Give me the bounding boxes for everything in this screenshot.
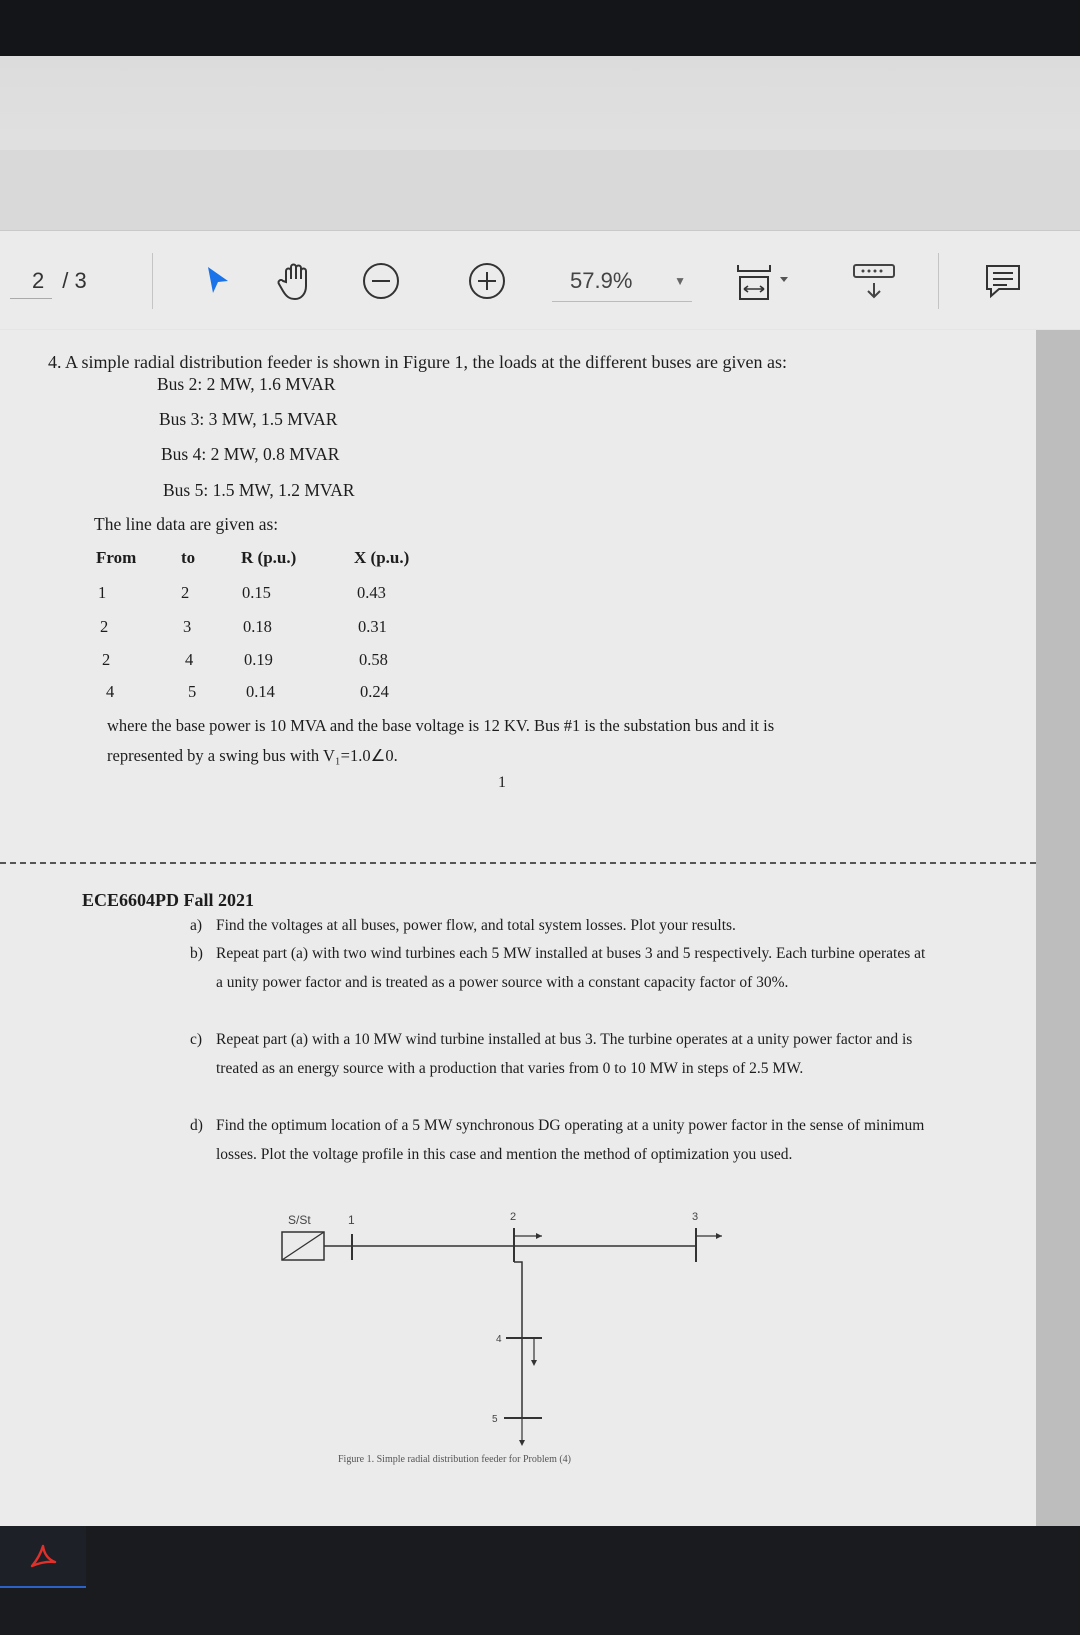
substation-diagonal — [282, 1232, 324, 1260]
monitor-bezel-top — [0, 0, 1080, 56]
bus-3-label: 3 — [692, 1211, 699, 1223]
feeder-diagram — [260, 1200, 780, 1468]
lateral-line — [514, 1262, 522, 1320]
table-cell: 2 — [102, 650, 111, 669]
part-text: Repeat part (a) with two wind turbines each 5 MW installed at buses 3 and 5 respectively. Each turbine operates at a unity power factor and is treated as a power source with a constant capacity factor of 30%. — [216, 945, 926, 991]
acrobat-icon — [28, 1541, 58, 1571]
figure-caption: Figure 1. Simple radial distribution feeder for Problem (4) — [338, 1454, 572, 1465]
base-values-line-1: where the base power is 10 MVA and the base voltage is 12 KV. Bus #1 is the substation bus and it is — [107, 716, 775, 735]
table-header-from: From — [96, 548, 137, 567]
arrow-right-icon — [716, 1233, 722, 1239]
zoom-out-button[interactable] — [356, 253, 406, 309]
fit-page-button[interactable] — [730, 253, 800, 309]
page-break-divider — [0, 862, 1036, 864]
taskbar — [0, 1526, 1080, 1635]
line-data-intro: The line data are given as: — [94, 514, 279, 534]
scroll-mode-icon — [851, 261, 897, 301]
table-cell: 2 — [100, 617, 109, 636]
table-cell: 0.24 — [360, 682, 389, 701]
load-bus-4: Bus 4: 2 MW, 0.8 MVAR — [161, 444, 340, 464]
table-cell: 5 — [188, 682, 197, 701]
bus-5-label: 5 — [492, 1414, 498, 1425]
table-cell: 0.58 — [359, 650, 388, 669]
table-header-r: R (p.u.) — [241, 548, 297, 567]
load-bus-5: Bus 5: 1.5 MW, 1.2 MVAR — [163, 480, 355, 500]
comment-button[interactable] — [978, 253, 1028, 309]
part-a — [190, 912, 930, 941]
pointer-icon — [202, 264, 232, 298]
toolbar-divider — [152, 253, 153, 309]
part-c — [190, 1026, 930, 1083]
load-bus-2: Bus 2: 2 MW, 1.6 MVAR — [157, 374, 336, 394]
part-label: a) — [190, 917, 203, 934]
scroll-mode-button[interactable] — [846, 253, 902, 309]
viewer-header-strip — [0, 150, 1080, 230]
zoom-in-button[interactable] — [462, 253, 512, 309]
part-label: d) — [190, 1117, 203, 1134]
arrow-down-icon — [531, 1360, 537, 1366]
hand-tool-button[interactable] — [268, 253, 324, 309]
table-cell: 4 — [185, 650, 194, 669]
base-values-line-2: represented by a swing bus with V₁=1.0∠0. — [107, 746, 398, 765]
part-text: Find the optimum location of a 5 MW synchronous DG operating at a unity power factor in the sense of minimum losses. Plot the voltage profile in this case and mention the method of optimization you used. — [216, 1117, 925, 1163]
zoom-level-value: 57.9% — [570, 268, 633, 293]
bus-2-label: 2 — [510, 1211, 517, 1223]
table-cell: 3 — [183, 617, 192, 636]
arrow-right-icon — [536, 1233, 542, 1239]
acrobat-taskbar-button[interactable] — [0, 1526, 86, 1588]
table-cell: 0.14 — [246, 682, 275, 701]
table-cell: 4 — [106, 682, 115, 701]
part-label: b) — [190, 945, 203, 962]
fit-page-icon — [734, 259, 796, 303]
table-header-x: X (p.u.) — [354, 548, 410, 567]
hand-icon — [276, 260, 316, 302]
table-cell: 0.19 — [244, 650, 273, 669]
page-total: / 3 — [62, 268, 87, 293]
substation-label: S/St — [288, 1213, 311, 1227]
table-cell: 0.31 — [358, 617, 387, 636]
bus-4-label: 4 — [496, 1334, 502, 1345]
chevron-down-icon: ▼ — [674, 274, 686, 288]
zoom-level-select[interactable] — [552, 261, 692, 302]
part-b — [190, 940, 930, 997]
bus-1-label: 1 — [348, 1213, 355, 1227]
part-d — [190, 1112, 930, 1169]
course-header: ECE6604PD Fall 2021 — [82, 890, 255, 910]
page-number-input[interactable]: 2 — [10, 268, 52, 299]
table-cell: 0.43 — [357, 583, 386, 602]
table-cell: 0.18 — [243, 617, 272, 636]
select-tool-button[interactable] — [192, 253, 242, 309]
part-label: c) — [190, 1031, 203, 1048]
zoom-out-icon — [361, 261, 401, 301]
table-cell: 0.15 — [242, 583, 271, 602]
load-bus-3: Bus 3: 3 MW, 1.5 MVAR — [159, 409, 338, 429]
comment-icon — [983, 261, 1023, 301]
toolbar-divider — [938, 253, 939, 309]
table-cell: 1 — [98, 583, 107, 602]
zoom-in-icon — [467, 261, 507, 301]
part-text: Find the voltages at all buses, power flow, and total system losses. Plot your results. — [216, 917, 736, 934]
table-cell: 2 — [181, 583, 190, 602]
page-footer-number: 1 — [498, 774, 506, 791]
question-4-text: 4. A simple radial distribution feeder is shown in Figure 1, the loads at the different buses are given as: — [48, 352, 788, 372]
part-text: Repeat part (a) with a 10 MW wind turbine installed at bus 3. The turbine operates at a unity power factor and is treated as an energy source with a production that varies from 0 to 10 MW in steps of 2.5 MW. — [216, 1031, 913, 1077]
right-gutter — [1036, 330, 1080, 1530]
pdf-page — [0, 330, 1036, 1526]
table-header-to: to — [181, 548, 196, 567]
pdf-toolbar — [0, 230, 1080, 329]
page-indicator — [10, 265, 140, 301]
arrow-down-icon — [519, 1440, 525, 1446]
